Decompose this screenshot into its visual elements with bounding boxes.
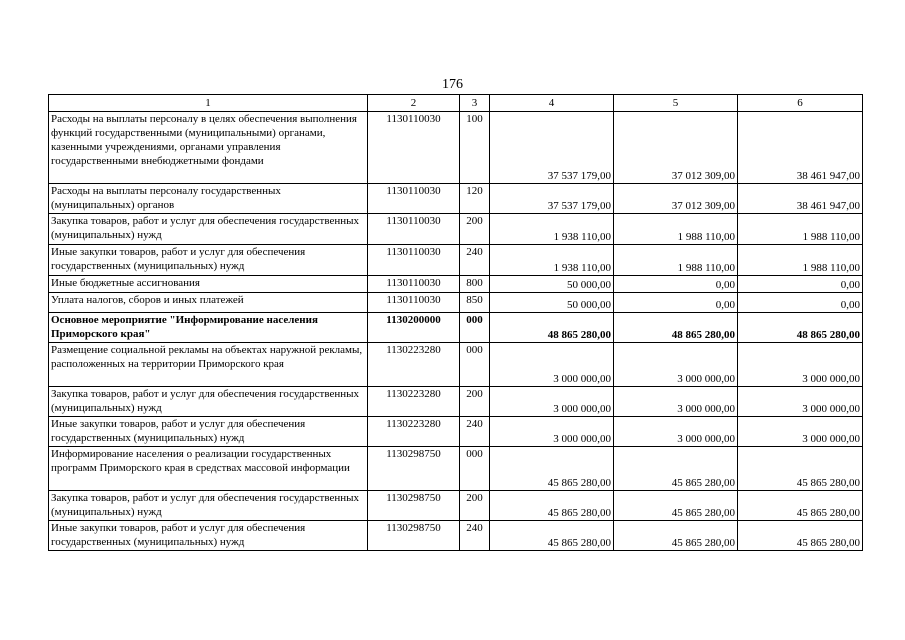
table-header-row xyxy=(49,95,863,112)
row-value-6-cell: 0,00 xyxy=(738,293,863,313)
row-value-4-cell: 45 865 280,00 xyxy=(490,491,614,521)
row-value-4-cell: 1 938 110,00 xyxy=(490,245,614,276)
column-header: 5 xyxy=(614,95,738,112)
row-value-5-cell: 45 865 280,00 xyxy=(614,521,738,551)
row-code-cell: 1130200000 xyxy=(368,313,460,343)
row-value-4-cell: 50 000,00 xyxy=(490,276,614,293)
row-value-6-cell: 3 000 000,00 xyxy=(738,417,863,447)
table-row xyxy=(49,387,863,417)
row-value-5-cell: 45 865 280,00 xyxy=(614,447,738,491)
table-row xyxy=(49,276,863,293)
row-value-6-cell: 1 988 110,00 xyxy=(738,245,863,276)
row-value-5-cell: 45 865 280,00 xyxy=(614,491,738,521)
row-name-cell: Иные закупки товаров, работ и услуг для обеспечения государственных (муниципальных) нужд xyxy=(49,417,368,447)
row-name-cell: Расходы на выплаты персоналу в целях обеспечения выполнения функций государственными (муниципальными) органами, казенными учреждениями, органами управления государственными внебюджетными фондами xyxy=(49,112,368,184)
row-value-6-cell: 0,00 xyxy=(738,276,863,293)
row-code-cell: 1130110030 xyxy=(368,184,460,214)
row-name-cell: Основное мероприятие "Информирование населения Приморского края" xyxy=(49,313,368,343)
row-type-cell: 240 xyxy=(460,417,490,447)
row-value-6-cell: 3 000 000,00 xyxy=(738,387,863,417)
row-code-cell: 1130110030 xyxy=(368,112,460,184)
row-type-cell: 120 xyxy=(460,184,490,214)
row-code-cell: 1130223280 xyxy=(368,417,460,447)
row-value-6-cell: 45 865 280,00 xyxy=(738,447,863,491)
row-value-6-cell: 38 461 947,00 xyxy=(738,184,863,214)
row-code-cell: 1130298750 xyxy=(368,491,460,521)
row-value-4-cell: 37 537 179,00 xyxy=(490,184,614,214)
table-row xyxy=(49,417,863,447)
column-header: 1 xyxy=(49,95,368,112)
row-value-4-cell: 37 537 179,00 xyxy=(490,112,614,184)
table-row xyxy=(49,447,863,491)
table-row xyxy=(49,313,863,343)
row-value-5-cell: 48 865 280,00 xyxy=(614,313,738,343)
row-name-cell: Закупка товаров, работ и услуг для обеспечения государственных (муниципальных) нужд xyxy=(49,387,368,417)
row-value-4-cell: 3 000 000,00 xyxy=(490,387,614,417)
row-code-cell: 1130110030 xyxy=(368,276,460,293)
budget-table xyxy=(48,94,863,551)
row-name-cell: Расходы на выплаты персоналу государственных (муниципальных) органов xyxy=(49,184,368,214)
row-value-5-cell: 1 988 110,00 xyxy=(614,245,738,276)
row-type-cell: 000 xyxy=(460,313,490,343)
row-value-4-cell: 45 865 280,00 xyxy=(490,447,614,491)
row-value-4-cell: 48 865 280,00 xyxy=(490,313,614,343)
row-type-cell: 000 xyxy=(460,447,490,491)
row-code-cell: 1130110030 xyxy=(368,245,460,276)
table-row xyxy=(49,112,863,184)
table-row xyxy=(49,245,863,276)
row-value-6-cell: 48 865 280,00 xyxy=(738,313,863,343)
table-row xyxy=(49,491,863,521)
page-number: 176 xyxy=(442,77,463,92)
table-row xyxy=(49,214,863,245)
row-value-5-cell: 0,00 xyxy=(614,293,738,313)
row-code-cell: 1130110030 xyxy=(368,214,460,245)
row-type-cell: 200 xyxy=(460,214,490,245)
row-name-cell: Иные закупки товаров, работ и услуг для обеспечения государственных (муниципальных) нужд xyxy=(49,521,368,551)
row-value-4-cell: 45 865 280,00 xyxy=(490,521,614,551)
row-value-6-cell: 3 000 000,00 xyxy=(738,343,863,387)
row-name-cell: Иные бюджетные ассигнования xyxy=(49,276,368,293)
row-value-5-cell: 37 012 309,00 xyxy=(614,112,738,184)
row-value-5-cell: 0,00 xyxy=(614,276,738,293)
row-value-4-cell: 1 938 110,00 xyxy=(490,214,614,245)
row-type-cell: 850 xyxy=(460,293,490,313)
column-header: 2 xyxy=(368,95,460,112)
row-code-cell: 1130298750 xyxy=(368,521,460,551)
row-type-cell: 240 xyxy=(460,521,490,551)
row-name-cell: Иные закупки товаров, работ и услуг для обеспечения государственных (муниципальных) нужд xyxy=(49,245,368,276)
row-type-cell: 100 xyxy=(460,112,490,184)
row-value-5-cell: 1 988 110,00 xyxy=(614,214,738,245)
row-value-5-cell: 37 012 309,00 xyxy=(614,184,738,214)
row-name-cell: Информирование населения о реализации государственных программ Приморского края в средствах массовой информации xyxy=(49,447,368,491)
table-row xyxy=(49,343,863,387)
row-value-6-cell: 45 865 280,00 xyxy=(738,521,863,551)
row-type-cell: 000 xyxy=(460,343,490,387)
row-value-4-cell: 3 000 000,00 xyxy=(490,343,614,387)
row-value-6-cell: 1 988 110,00 xyxy=(738,214,863,245)
row-value-4-cell: 3 000 000,00 xyxy=(490,417,614,447)
row-value-6-cell: 38 461 947,00 xyxy=(738,112,863,184)
row-name-cell: Закупка товаров, работ и услуг для обеспечения государственных (муниципальных) нужд xyxy=(49,491,368,521)
row-value-5-cell: 3 000 000,00 xyxy=(614,343,738,387)
row-type-cell: 800 xyxy=(460,276,490,293)
row-type-cell: 240 xyxy=(460,245,490,276)
table-row xyxy=(49,293,863,313)
row-value-5-cell: 3 000 000,00 xyxy=(614,387,738,417)
column-header: 3 xyxy=(460,95,490,112)
row-code-cell: 1130110030 xyxy=(368,293,460,313)
row-name-cell: Размещение социальной рекламы на объектах наружной рекламы, расположенных на территории Приморского края xyxy=(49,343,368,387)
column-header: 4 xyxy=(490,95,614,112)
row-value-6-cell: 45 865 280,00 xyxy=(738,491,863,521)
column-header: 6 xyxy=(738,95,863,112)
row-value-5-cell: 3 000 000,00 xyxy=(614,417,738,447)
row-type-cell: 200 xyxy=(460,387,490,417)
row-value-4-cell: 50 000,00 xyxy=(490,293,614,313)
table-row xyxy=(49,521,863,551)
row-name-cell: Уплата налогов, сборов и иных платежей xyxy=(49,293,368,313)
table-row xyxy=(49,184,863,214)
row-code-cell: 1130298750 xyxy=(368,447,460,491)
row-name-cell: Закупка товаров, работ и услуг для обеспечения государственных (муниципальных) нужд xyxy=(49,214,368,245)
row-code-cell: 1130223280 xyxy=(368,343,460,387)
row-code-cell: 1130223280 xyxy=(368,387,460,417)
row-type-cell: 200 xyxy=(460,491,490,521)
